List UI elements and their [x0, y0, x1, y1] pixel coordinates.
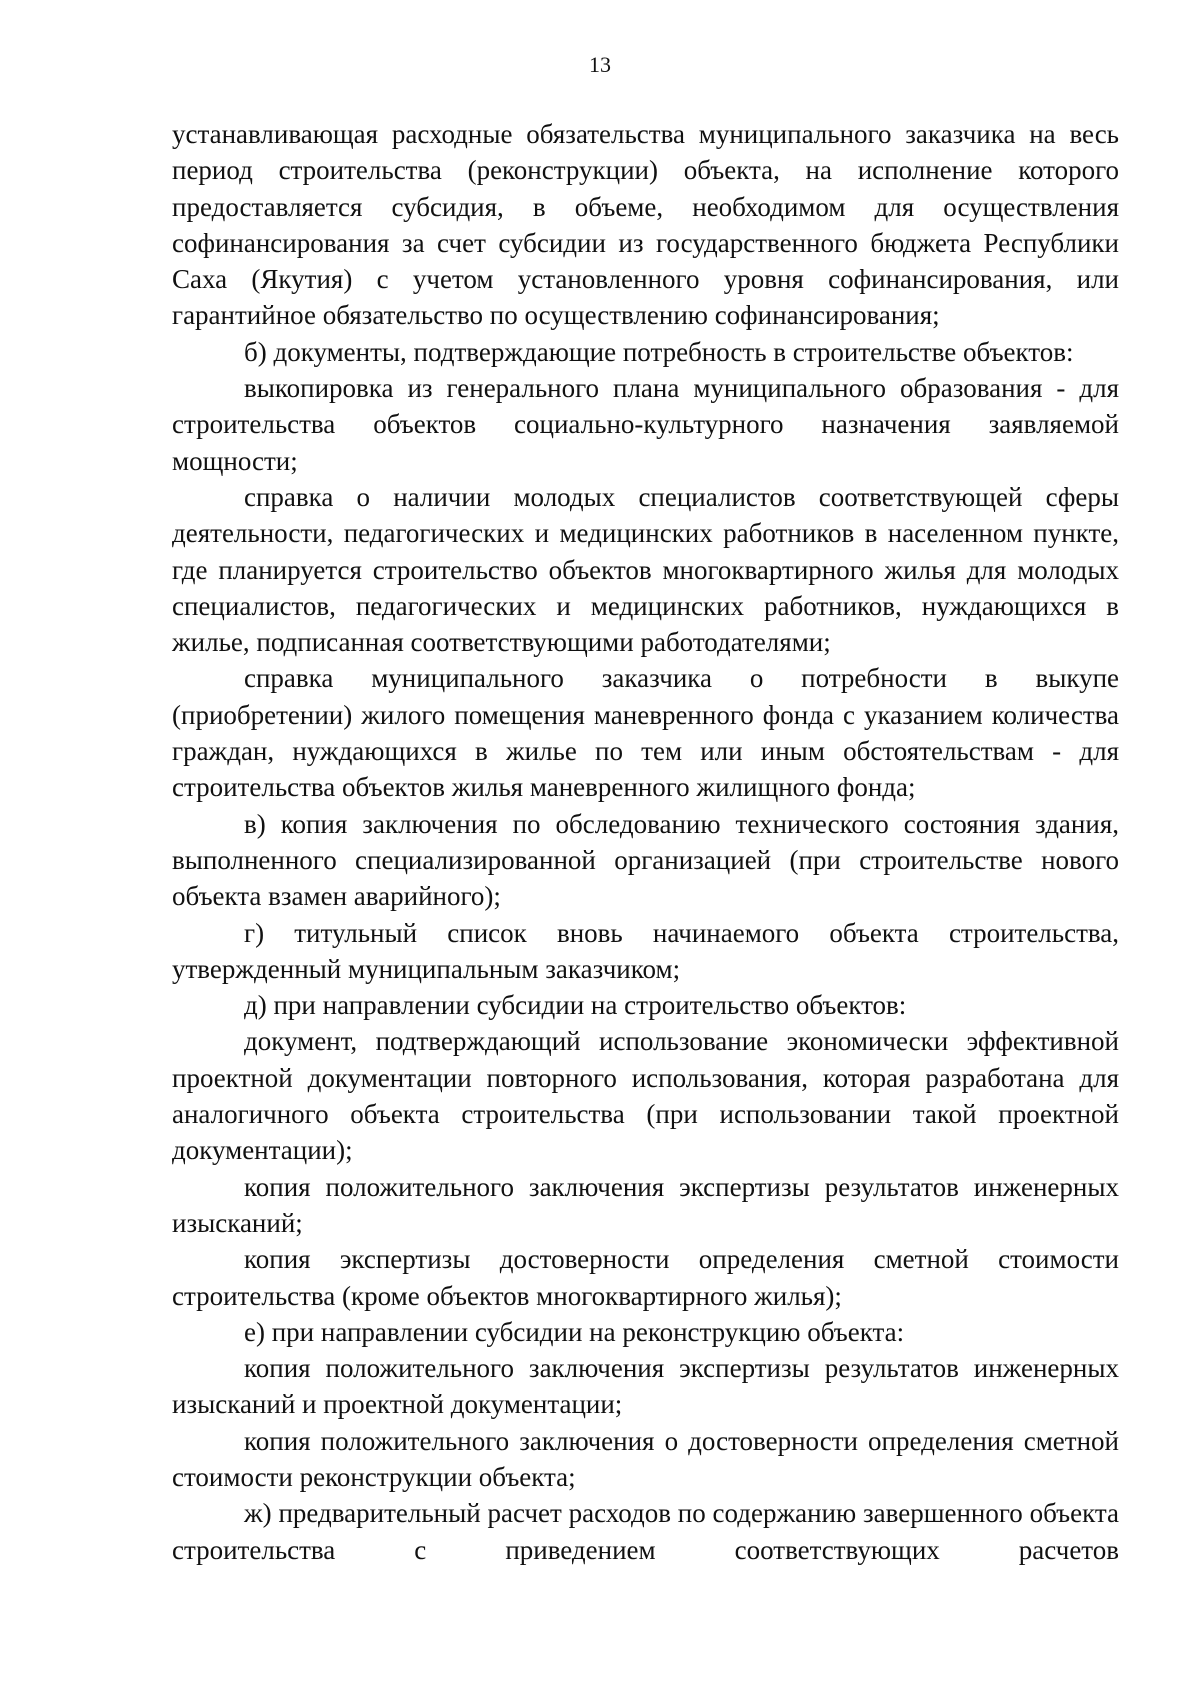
- paragraph-g: г) титульный список вновь начинаемого объекта строительства, утвержденный муниципальным заказчиком;: [172, 917, 1119, 984]
- paragraph-survey-expertise: копия положительного заключения экспертизы результатов инженерных изысканий;: [172, 1171, 1119, 1238]
- paragraph-general-plan-extract: выкопировка из генерального плана муниципального образования - для строительства объектов социально-культурного назначения заявляемой мощности;: [172, 373, 1119, 476]
- page-number: 13: [589, 52, 611, 77]
- document-body: [172, 116, 1119, 1568]
- paragraph-obligation: устанавливающая расходные обязательства муниципального заказчика на весь период строительства (реконструкции) объекта, на исполнение которого предоставляется субсидия, в объеме, необходимом для осуществления софинансирования за счет субсидии из государственного бюджета Республики Саха (Якутия) с учетом установленного уровня софинансирования, или гарантийное обязательство по осуществлению софинансирования;: [172, 119, 1119, 331]
- paragraph-v: в) копия заключения по обследованию технического состояния здания, выполненного специализированной организацией (при строительстве нового объекта взамен аварийного);: [172, 808, 1119, 912]
- paragraph-design-expertise: копия положительного заключения экспертизы результатов инженерных изысканий и проектной документации;: [172, 1353, 1119, 1420]
- paragraph-b: б) документы, подтверждающие потребность в строительстве объектов:: [244, 336, 1074, 367]
- paragraph-zh: ж) предварительный расчет расходов по содержанию завершенного объекта строительства с приведением соответствующих расчетов: [172, 1498, 1119, 1565]
- paragraph-young-specialists: справка о наличии молодых специалистов соответствующей сферы деятельности, педагогических и медицинских работников в населенном пункте, где планируется строительство объектов многоквартирного жилья для молодых специалистов, педагогических и медицинских работников, нуждающихся в жилье, подписанная соответствующими работодателями;: [172, 481, 1119, 658]
- paragraph-e: е) при направлении субсидии на реконструкцию объекта:: [244, 1316, 905, 1347]
- paragraph-reconstruction-cost: копия положительного заключения о достоверности определения сметной стоимости реконструкции объекта;: [172, 1425, 1119, 1492]
- paragraph-maneuverable-fund: справка муниципального заказчика о потребности в выкупе (приобретении) жилого помещения маневренного фонда с указанием количества граждан, нуждающихся в жилье по тем или иным обстоятельствам - для строительства объектов жилья маневренного жилищного фонда;: [172, 663, 1119, 803]
- paragraph-d: д) при направлении субсидии на строительство объектов:: [244, 990, 907, 1021]
- paragraph-reusable-design: документ, подтверждающий использование экономически эффективной проектной документации повторного использования, которая разработана для аналогичного объекта строительства (при использовании такой проектной документации);: [172, 1026, 1119, 1166]
- paragraph-cost-expertise: копия экспертизы достоверности определения сметной стоимости строительства (кроме объектов многоквартирного жилья);: [172, 1244, 1119, 1311]
